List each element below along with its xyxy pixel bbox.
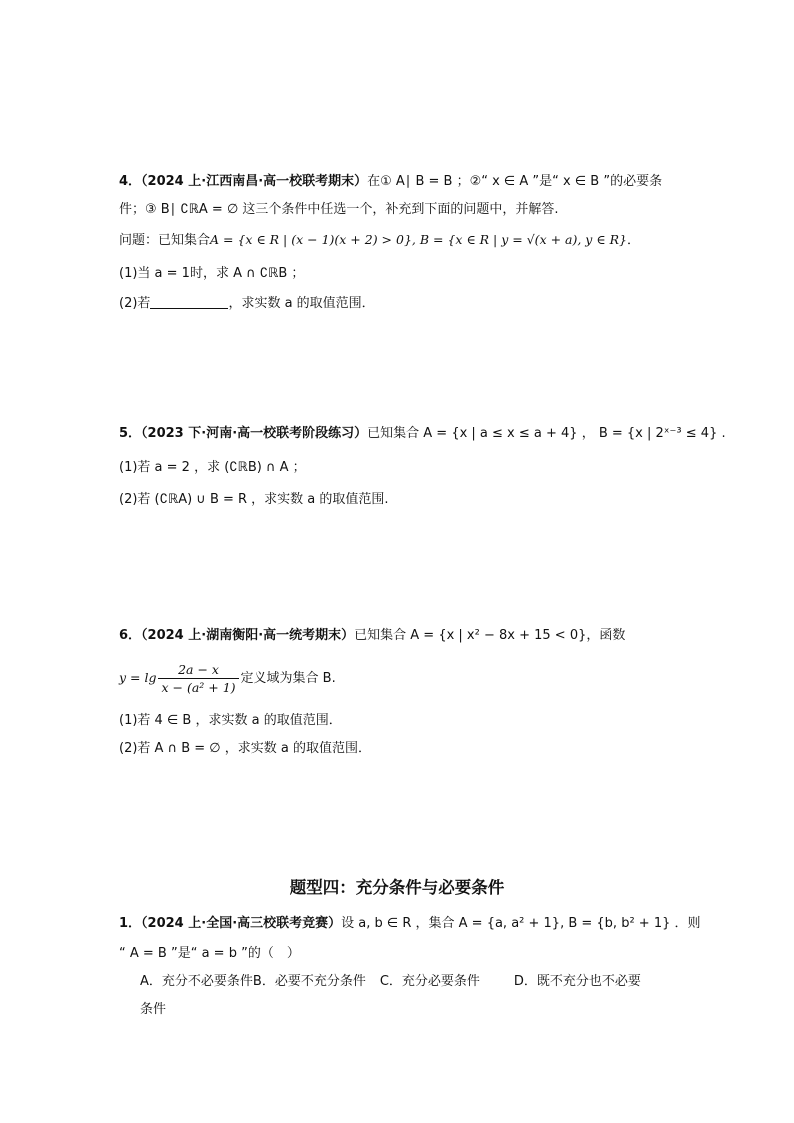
q6-part2-text: 若 A ∩ B = ∅ ，求实数 a 的取值范围． xyxy=(137,741,371,756)
s1-line1 xyxy=(119,914,701,934)
s1-option-d[interactable]: D．既不充分也不必要 xyxy=(513,974,641,989)
q4-sets-formula: A = {x ∈ R | (x − 1)(x + 2) > 0}, B = {x ∈ R | y = √(x + a), y ∈ R} xyxy=(210,232,627,247)
section-heading: 题型四：充分条件与必要条件 xyxy=(289,878,505,897)
s1-number: 1． xyxy=(119,916,142,931)
q4-line3-end: ． xyxy=(626,233,640,248)
q5-part1-label: (1) xyxy=(119,460,138,475)
q6-part2-label: (2) xyxy=(119,741,138,756)
s1-stem-text: 设 a, b ∈ R ，集合 A = {a, a² + 1}, B = {b, b² + 1} ．则 xyxy=(341,916,701,931)
q4-stem-text: 在① A∣ B = B ；②“ x ∈ A ”是“ x ∈ B ”的必要条 xyxy=(367,174,663,189)
s1-options-row xyxy=(140,972,641,992)
s1-option-a[interactable]: A．充分不必要条件 xyxy=(140,974,253,989)
q5-part2-label: (2) xyxy=(119,492,138,507)
q6-part1 xyxy=(119,711,342,731)
q6-line1 xyxy=(119,626,625,646)
q5-source: （2023 下·河南·高一校联考阶段练习） xyxy=(141,426,368,441)
q6-part1-label: (1) xyxy=(119,713,138,728)
q4-problem-lead: 问题：已知集合 xyxy=(119,233,211,248)
q4-line2 xyxy=(119,200,559,220)
q6-line2 xyxy=(119,658,336,699)
q6-function-suffix: 定义域为集合 B. xyxy=(240,671,336,686)
q6-number: 6． xyxy=(119,628,142,643)
q5-number: 5． xyxy=(119,426,142,441)
q6-stem-text: 已知集合 A = {x | x² − 8x + 15 < 0}，函数 xyxy=(354,628,626,643)
s1-option-c[interactable]: C．充分必要条件 xyxy=(379,974,480,989)
s1-option-d-continued: 条件 xyxy=(140,1002,167,1017)
q6-part2 xyxy=(119,739,371,759)
q6-part1-text: 若 4 ∈ B ，求实数 a 的取值范围． xyxy=(137,713,342,728)
q5-line1 xyxy=(119,424,726,444)
q6-fraction-numerator: 2a − x xyxy=(178,662,219,677)
q5-part2-text: 若 (∁ℝA) ∪ B = R ，求实数 a 的取值范围. xyxy=(137,492,389,507)
q4-line1 xyxy=(119,172,662,192)
q4-number: 4． xyxy=(119,174,142,189)
q5-part1 xyxy=(119,458,306,478)
q4-source: （2024 上·江西南昌·高一校联考期末） xyxy=(141,174,368,189)
q5-stem-text: 已知集合 A = {x | a ≤ x ≤ a + 4} ， B = {x | 2ˣ⁻³ ≤ 4} . xyxy=(367,426,726,441)
s1-line2 xyxy=(119,944,300,964)
q5-part1-text: 若 a = 2 ，求 (∁ℝB) ∩ A ； xyxy=(137,460,306,475)
q4-part2-text: ，求实数 a 的取值范围． xyxy=(228,296,375,311)
q6-fraction-denominator: x − (a² + 1) xyxy=(158,678,238,696)
s1-stem-text-2: “ A = B ”是“ a = b ”的（ ） xyxy=(119,946,300,961)
q6-source: （2024 上·湖南衡阳·高一统考期末） xyxy=(141,628,355,643)
q4-part2-lead: 若 xyxy=(137,296,151,311)
q4-part1-label: (1) xyxy=(119,266,138,281)
q6-function-prefix: y = lg xyxy=(119,670,157,685)
q4-part2-label: (2) xyxy=(119,296,138,311)
q4-part1-text: 当 a = 1时，求 A ∩ ∁ℝB ； xyxy=(137,266,305,281)
q4-fill-blank[interactable] xyxy=(150,294,228,309)
q4-part1 xyxy=(119,264,304,284)
q5-part2 xyxy=(119,490,389,510)
q4-line3 xyxy=(119,230,640,251)
q4-stem-text-2: 件；③ B∣ ∁ℝA = ∅ 这三个条件中任选一个，补充到下面的问题中，并解答. xyxy=(119,202,559,217)
s1-source: （2024 上·全国·高三校联考竞赛） xyxy=(141,916,342,931)
s1-option-b[interactable]: B．必要不充分条件 xyxy=(252,974,366,989)
q6-fraction xyxy=(158,661,238,696)
q4-part2 xyxy=(119,294,375,314)
